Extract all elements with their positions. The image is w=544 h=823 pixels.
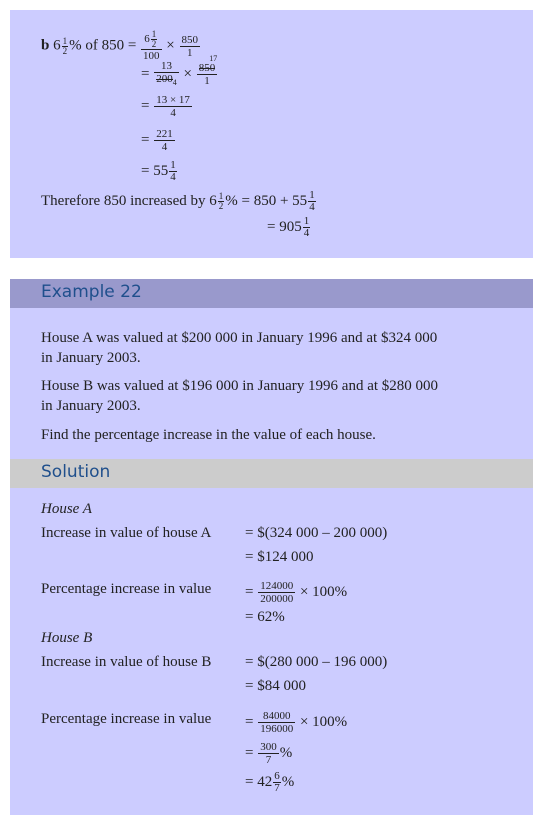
house-b-heading: House B bbox=[41, 630, 93, 646]
part-b-line1 bbox=[41, 30, 201, 62]
part-b-line4: = $\frac{221}{4}$ bbox=[141, 128, 173, 153]
fraction: $\frac{221}{4}$ bbox=[156, 128, 173, 153]
house-a-percentage-label: Percentage increase in value bbox=[41, 581, 212, 597]
times-sign: × bbox=[166, 37, 175, 54]
fraction-1: 6 $\frac{1}{2}$ 100 bbox=[143, 29, 160, 62]
solution-title: Solution bbox=[41, 462, 111, 482]
house-a-heading: House A bbox=[41, 501, 92, 517]
example-paragraph-1a: House A was valued at $200 000 in January 1996 and at $324 000 bbox=[41, 330, 438, 346]
example-paragraph-2b: in January 2003. bbox=[41, 398, 141, 414]
part-b-line5: = 55 $\frac{1}{4}$ bbox=[141, 159, 176, 183]
lhs-whole: 6 bbox=[53, 37, 61, 54]
part-b-line2 bbox=[141, 54, 218, 89]
example-paragraph-1b: in January 2003. bbox=[41, 350, 141, 366]
house-a-percentage-result: = 62% bbox=[245, 609, 285, 625]
part-b-line3: = $\frac{13 \times 17}{4}$ bbox=[141, 94, 190, 119]
mixed-fraction: $\frac{1}{2}$ bbox=[218, 191, 224, 211]
mixed-fraction: $\frac{1}{4}$ bbox=[170, 159, 176, 183]
mixed-fraction: $\frac{1}{4}$ bbox=[309, 189, 315, 213]
mixed-fraction: $\frac{1}{4}$ bbox=[303, 215, 310, 239]
house-b-increase-eq1: = $(280 000 – 196 000) bbox=[245, 654, 388, 670]
lhs-mixed-fraction: $\frac{1}{2}$ bbox=[62, 35, 68, 56]
times-sign: × bbox=[183, 65, 192, 82]
house-a-percentage-eq: = $\frac{124000}{200000}$ × 100% bbox=[245, 580, 348, 605]
solution-header bbox=[10, 459, 533, 488]
fraction-cancel-2: 850 17 1 bbox=[198, 54, 218, 87]
therefore-line: Therefore 850 increased by 6 $\frac{1}{2}$ % = 850 + 55 $\frac{1}{4}$ bbox=[41, 189, 315, 213]
house-b-final-line: = 42 $\frac{6}{7}$ % bbox=[245, 770, 295, 794]
fraction-cancel-1: $\frac{13}{200_4}$ bbox=[156, 60, 177, 87]
equals: = bbox=[141, 65, 150, 82]
lhs-text: % of 850 = bbox=[69, 37, 137, 54]
house-b-increase-label: Increase in value of house B bbox=[41, 654, 212, 670]
example-header bbox=[10, 279, 533, 308]
fraction: $\frac{13 \times 17}{4}$ bbox=[156, 94, 190, 119]
mixed-fraction: $\frac{6}{7}$ bbox=[274, 770, 280, 794]
fraction: $\frac{84000}{196000}$ bbox=[260, 710, 294, 735]
house-a-increase-eq2: = $124 000 bbox=[245, 549, 314, 565]
house-b-fraction-line: = $\frac{300}{7}$ % bbox=[245, 741, 293, 766]
house-b-percentage-eq: = $\frac{84000}{196000}$ × 100% bbox=[245, 710, 348, 735]
house-a-increase-eq1: = $(324 000 – 200 000) bbox=[245, 525, 388, 541]
house-a-increase-label: Increase in value of house A bbox=[41, 525, 212, 541]
fraction: $\frac{300}{7}$ bbox=[260, 741, 277, 766]
example-paragraph-2a: House B was valued at $196 000 in January 1996 and at $280 000 bbox=[41, 378, 439, 394]
therefore-line2: = 905 $\frac{1}{4}$ bbox=[267, 215, 310, 239]
part-label: b bbox=[41, 37, 50, 54]
house-b-percentage-label: Percentage increase in value bbox=[41, 711, 212, 727]
example-paragraph-3: Find the percentage increase in the value of each house. bbox=[41, 427, 376, 443]
fraction: $\frac{124000}{200000}$ bbox=[260, 580, 294, 605]
fraction-2: $\frac{850}{1}$ bbox=[181, 33, 199, 59]
part-b-box bbox=[10, 10, 533, 258]
example-box bbox=[10, 279, 533, 815]
example-title: Example 22 bbox=[41, 282, 142, 302]
house-b-increase-eq2: = $84 000 bbox=[245, 678, 306, 694]
